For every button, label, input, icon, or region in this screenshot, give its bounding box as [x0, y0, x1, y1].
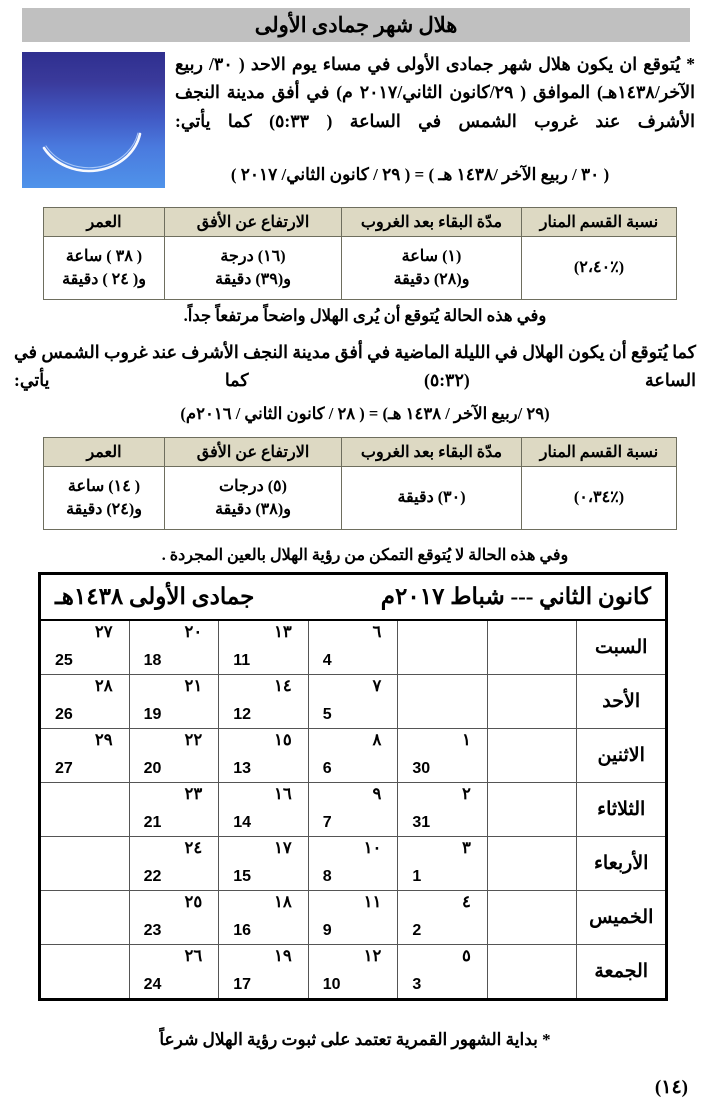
header-duration-after-sunset: مدّة البقاء بعد الغروب: [342, 208, 522, 237]
cell-age: [44, 237, 165, 300]
document-title-bar: [22, 8, 690, 42]
cell-duration-after-sunset: [342, 237, 522, 300]
footnote-text: * بداية الشهور القمرية تعتمد على ثبوت رؤية الهلال شرعاً: [159, 1030, 551, 1049]
calendar-empty-cell: [398, 675, 488, 729]
hijri-day-number: ١٣: [274, 622, 292, 641]
value-line: (١٦) درجة: [220, 247, 286, 265]
gregorian-day-number: 18: [143, 652, 162, 669]
calendar-date-cell[interactable]: [308, 945, 398, 1000]
calendar-hijri-title: جمادى الأولى ١٤٣٨هـ: [55, 584, 255, 609]
header-altitude-above-horizon: الارتفاع عن الأفق: [165, 208, 342, 237]
gregorian-day-number: 1: [412, 868, 422, 885]
calendar-empty-cell: [487, 837, 577, 891]
header-age: العمر: [44, 208, 165, 237]
calendar-date-cell[interactable]: [129, 620, 219, 675]
crescent-moon-icon: [22, 52, 165, 188]
hijri-day-number: ٢٠: [184, 622, 203, 641]
cell-age: [44, 467, 165, 530]
calendar-date-cell[interactable]: [308, 620, 398, 675]
calendar-date-cell[interactable]: [40, 729, 130, 783]
calendar-gregorian-title: كانون الثاني --- شباط ٢٠١٧م: [380, 584, 651, 609]
calendar-header-row: [40, 574, 667, 621]
hijri-day-number: ١٩: [274, 946, 292, 965]
date-line-second: (٢٩ /ربيع الآخر / ١٤٣٨ هـ) = ( ٢٨ / كانون الثاني / ٢٠١٦م): [180, 404, 550, 423]
hijri-day-number: ٧: [372, 676, 382, 695]
header-illuminated-ratio: نسبة القسم المنار: [522, 208, 677, 237]
calendar-empty-cell: [40, 783, 130, 837]
value-line: (٪٠،٣٤): [573, 489, 625, 507]
gregorian-day-number: 6: [322, 760, 332, 777]
calendar-day-name: الأحد: [577, 675, 667, 729]
note-first: وفي هذه الحالة يُتوقع أن يُرى الهلال واضحاً مرتفعاً جداً.: [183, 306, 547, 325]
calendar-date-cell[interactable]: [40, 620, 130, 675]
calendar-date-cell[interactable]: [219, 945, 309, 1000]
page-number: (١٤): [654, 1077, 688, 1098]
hijri-day-number: ٨: [372, 730, 382, 749]
calendar-empty-cell: [487, 729, 577, 783]
header-age: العمر: [44, 438, 165, 467]
calendar-date-cell[interactable]: [219, 891, 309, 945]
crescent-moon-image: [22, 52, 165, 188]
calendar-date-cell[interactable]: [40, 675, 130, 729]
calendar-date-cell[interactable]: [129, 675, 219, 729]
calendar-date-cell[interactable]: [398, 837, 488, 891]
second-paragraph: كما يُتوقع أن يكون الهلال في الليلة الماضية في أفق مدينة النجف الأشرف عند غروب الشمس في الساعة (٥:٣٢) كما يأتي:: [14, 342, 696, 391]
gregorian-day-number: 10: [322, 976, 341, 993]
calendar-empty-cell: [487, 620, 577, 675]
value-line: (٪٢،٤٠): [573, 259, 625, 277]
gregorian-day-number: 12: [233, 706, 251, 723]
calendar-day-name: الثلاثاء: [577, 783, 667, 837]
gregorian-day-number: 25: [55, 652, 73, 669]
calendar-day-name: السبت: [577, 620, 667, 675]
hilal-data-table-second: [43, 437, 677, 530]
hijri-day-number: ٢٦: [184, 946, 203, 965]
calendar-row: [40, 675, 667, 729]
gregorian-day-number: 8: [322, 868, 332, 885]
table-row: [44, 237, 677, 300]
page-title: هلال شهر جمادى الأولى: [254, 12, 458, 37]
hijri-day-number: ٤: [462, 892, 471, 911]
calendar-empty-cell: [40, 891, 130, 945]
hijri-day-number: ٢٢: [184, 730, 203, 749]
gregorian-day-number: 17: [233, 976, 251, 993]
calendar-date-cell[interactable]: [398, 783, 488, 837]
calendar-row: [40, 891, 667, 945]
table-header-row: [44, 208, 677, 237]
cell-illuminated-ratio: [522, 237, 677, 300]
gregorian-day-number: 11: [233, 652, 251, 669]
calendar-empty-cell: [40, 837, 130, 891]
calendar-date-cell[interactable]: [308, 891, 398, 945]
hijri-day-number: ١٢: [363, 946, 382, 965]
calendar-row: [40, 837, 667, 891]
calendar-empty-cell: [487, 945, 577, 1000]
gregorian-day-number: 31: [412, 814, 431, 831]
table-header-row: [44, 438, 677, 467]
calendar-date-cell[interactable]: [219, 620, 309, 675]
cell-duration-after-sunset: [342, 467, 522, 530]
calendar-empty-cell: [487, 675, 577, 729]
hijri-day-number: ٣: [462, 838, 471, 857]
monthly-calendar-table: [38, 572, 668, 1001]
gregorian-day-number: 4: [322, 652, 332, 669]
hijri-day-number: ١: [462, 730, 471, 749]
hijri-day-number: ١٧: [274, 838, 292, 857]
hijri-day-number: ١١: [363, 892, 382, 911]
value-line: و(٢٤) دقيقة: [66, 501, 142, 518]
calendar-date-cell[interactable]: [308, 729, 398, 783]
calendar-empty-cell: [487, 891, 577, 945]
hijri-day-number: ٩: [372, 784, 382, 803]
gregorian-day-number: 30: [412, 760, 431, 777]
header-illuminated-ratio: نسبة القسم المنار: [522, 438, 677, 467]
gregorian-day-number: 20: [143, 760, 162, 777]
hijri-day-number: ١٦: [274, 784, 292, 803]
value-line: و(٣٩) دقيقة: [215, 271, 291, 288]
hijri-day-number: ١٠: [363, 838, 382, 857]
header-altitude-above-horizon: الارتفاع عن الأفق: [165, 438, 342, 467]
hilal-data-table-first: [43, 207, 677, 300]
value-line: ( ١٤) ساعة: [67, 477, 141, 495]
cell-illuminated-ratio: [522, 467, 677, 530]
gregorian-day-number: 24: [143, 976, 162, 993]
gregorian-day-number: 7: [322, 814, 332, 831]
gregorian-day-number: 3: [412, 976, 422, 993]
calendar-date-cell[interactable]: [129, 729, 219, 783]
calendar-date-cell[interactable]: [398, 945, 488, 1000]
value-line: (٣٠) دقيقة: [397, 489, 466, 507]
hijri-day-number: ٢٣: [184, 784, 203, 803]
gregorian-day-number: 9: [322, 922, 332, 939]
gregorian-day-number: 2: [412, 922, 422, 939]
hijri-day-number: ١٨: [274, 892, 292, 911]
calendar-empty-cell: [487, 783, 577, 837]
calendar-row: [40, 620, 667, 675]
value-line: ( ٣٨ ) ساعة: [65, 247, 143, 265]
gregorian-day-number: 16: [233, 922, 251, 939]
calendar-date-cell[interactable]: [219, 675, 309, 729]
value-line: (٥) درجات: [219, 477, 287, 495]
hijri-day-number: ٥: [462, 946, 471, 965]
calendar-day-name: الجمعة: [577, 945, 667, 1000]
hijri-day-number: ٦: [372, 622, 382, 641]
calendar-date-cell[interactable]: [398, 891, 488, 945]
calendar-date-cell[interactable]: [219, 729, 309, 783]
calendar-title-cell: [40, 574, 667, 621]
gregorian-day-number: 27: [55, 760, 73, 777]
hijri-day-number: ٢٩: [94, 730, 113, 749]
gregorian-day-number: 5: [322, 706, 332, 723]
value-line: و(٢٨) دقيقة: [393, 271, 470, 288]
calendar-empty-cell: [398, 620, 488, 675]
calendar-day-name: الأربعاء: [577, 837, 667, 891]
calendar-empty-cell: [40, 945, 130, 1000]
calendar-date-cell[interactable]: [129, 837, 219, 891]
hijri-day-number: ٢٥: [184, 892, 203, 911]
calendar-row: [40, 729, 667, 783]
calendar-date-cell[interactable]: [129, 783, 219, 837]
calendar-row: [40, 945, 667, 1000]
gregorian-day-number: 22: [143, 868, 162, 885]
table-row: [44, 467, 677, 530]
gregorian-day-number: 19: [143, 706, 162, 723]
calendar-date-cell[interactable]: [308, 837, 398, 891]
gregorian-day-number: 23: [143, 922, 162, 939]
gregorian-day-number: 26: [55, 706, 73, 723]
hijri-day-number: ٢٧: [94, 622, 113, 641]
calendar-date-cell[interactable]: [308, 675, 398, 729]
calendar-date-cell[interactable]: [398, 729, 488, 783]
value-line: (١) ساعة: [401, 247, 462, 265]
calendar-date-cell[interactable]: [219, 837, 309, 891]
date-line-first: ( ٣٠ / ربيع الآخر /١٤٣٨ هـ ) = ( ٢٩ / كانون الثاني/ ٢٠١٧ ): [230, 165, 610, 184]
hijri-day-number: ٢١: [184, 676, 203, 695]
calendar-date-cell[interactable]: [129, 891, 219, 945]
cell-altitude-above-horizon: [165, 237, 342, 300]
value-line: و(٣٨) دقيقة: [215, 501, 291, 518]
hijri-day-number: ٢٨: [94, 676, 113, 695]
hijri-day-number: ٢٤: [184, 838, 203, 857]
gregorian-day-number: 14: [233, 814, 251, 831]
calendar-day-name: الاثنين: [577, 729, 667, 783]
calendar-date-cell[interactable]: [308, 783, 398, 837]
cell-altitude-above-horizon: [165, 467, 342, 530]
calendar-date-cell[interactable]: [129, 945, 219, 1000]
gregorian-day-number: 13: [233, 760, 251, 777]
intro-paragraph: * يُتوقع ان يكون هلال شهر جمادى الأولى في مساء يوم الاحد ( ٣٠/ ربيع الآخر/١٤٣٨هـ) الموافق ( ٢٩/كانون الثاني/٢٠١٧ م) في أفق مدينة النجف الأشرف عند غروب الشمس في الساعة ( ٥:٣٣) كما يأتي:: [175, 54, 696, 131]
calendar-row: [40, 783, 667, 837]
hijri-day-number: ٢: [462, 784, 471, 803]
note-second: وفي هذه الحالة لا يُتوقع التمكن من رؤية الهلال بالعين المجردة .: [161, 547, 569, 564]
calendar-date-cell[interactable]: [219, 783, 309, 837]
hijri-day-number: ١٤: [274, 676, 292, 695]
gregorian-day-number: 21: [143, 814, 162, 831]
header-duration-after-sunset: مدّة البقاء بعد الغروب: [342, 438, 522, 467]
gregorian-day-number: 15: [233, 868, 251, 885]
hijri-day-number: ١٥: [274, 730, 292, 749]
calendar-day-name: الخميس: [577, 891, 667, 945]
value-line: و( ٢٤ ) دقيقة: [62, 271, 146, 288]
